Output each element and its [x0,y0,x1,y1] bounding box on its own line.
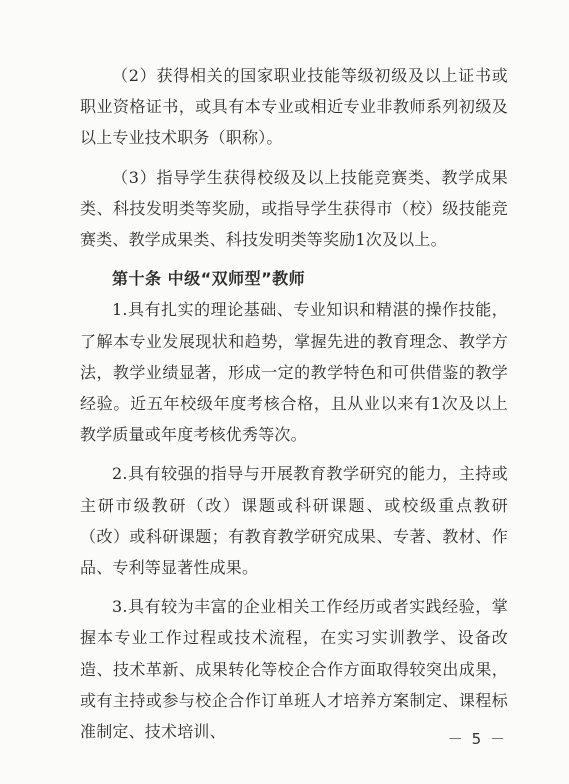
page-number: － 5 － [447,730,507,748]
paragraph-item-2: （2）获得相关的国家职业技能等级初级及以上证书或职业资格证书，或具有本专业或相近专业非教师系列初级及以上专业技术职务（职称）。 [80,66,508,148]
paragraph-point-2: 2.具有较强的指导与开展教育教学研究的能力，主持或主研市级教研（改）课题或科研课题、或校级重点教研（改）或科研课题；有教育教学研究成果、专著、教材、作品、专利等显著性成果。 [80,464,508,578]
section-heading: 第十条 中级“双师型”教师 [112,269,306,289]
paragraph-point-3: 3.具有较为丰富的企业相关工作经历或者实践经验，掌握本专业工作过程或技术流程，在实习实训教学、设备改造、技术革新、成果转化等校企合作方面取得较突出成果，或有主持或参与校企合作订单班人才培养方案制定、课程标准制定、技术培训、 [80,597,508,742]
paragraph-item-3: （3）指导学生获得校级及以上技能竞赛类、教学成果类、科技发明类等奖励，或指导学生获得市（校）级技能竞赛类、教学成果类、科技发明类等奖励1次及以上。 [80,167,508,250]
document-body [80,60,508,747]
paragraph-point-1: 1.具有扎实的理论基础、专业知识和精湛的操作技能，了解本专业发展现状和趋势，掌握先进的教育理念、教学方法，教学业绩显著，形成一定的教学特色和可供借鉴的教学经验。近五年校级年度考核合格，且从业以来有1次及以上教学质量或年度考核优秀等次。 [80,300,508,445]
